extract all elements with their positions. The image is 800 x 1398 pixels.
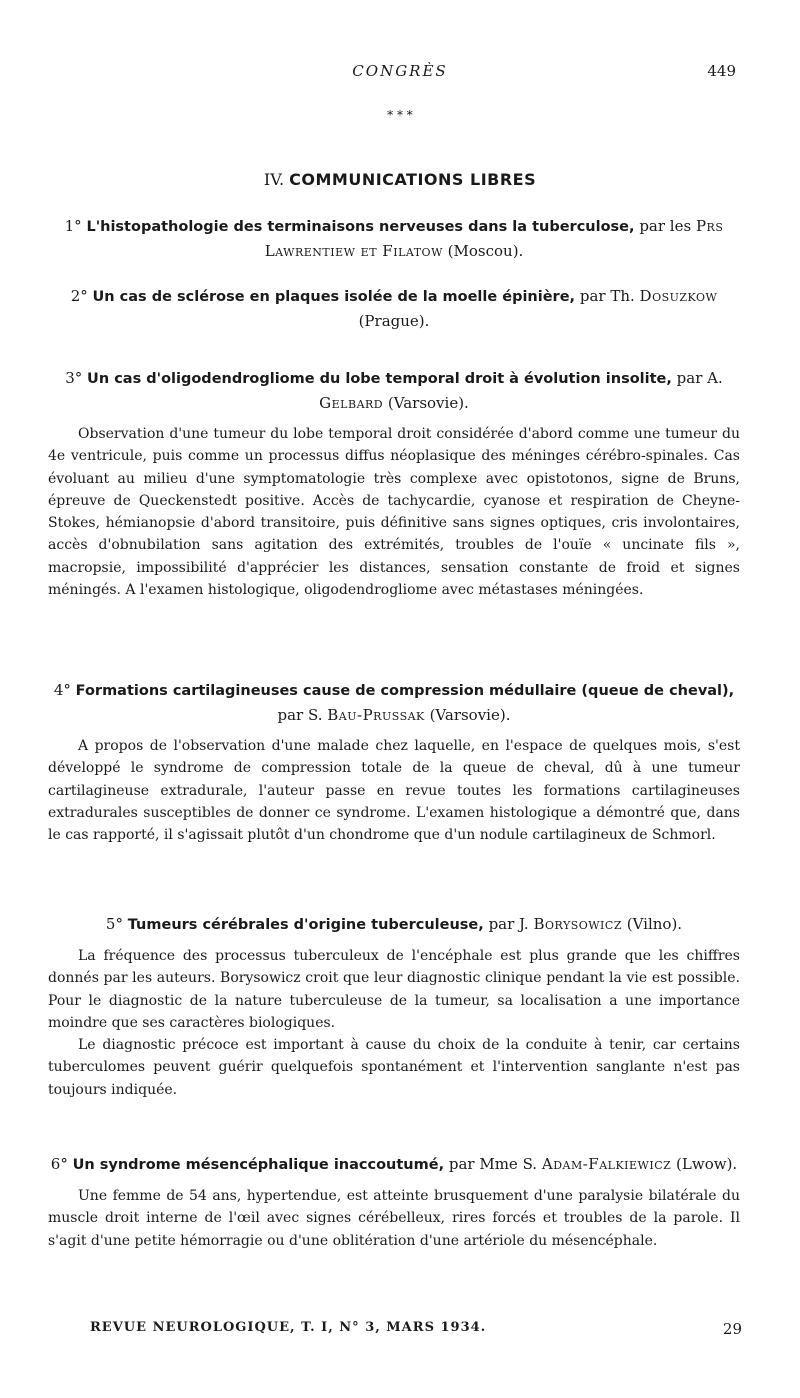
entry-place: (Varsovie).	[429, 706, 511, 724]
entry-title: Un cas d'oligodendrogliome du lobe temporal droit à évolution insolite,	[87, 371, 672, 387]
entry-place: (Vilno).	[626, 915, 683, 933]
entry-authors: Dosuzkow	[639, 287, 718, 305]
entry-3	[48, 366, 740, 601]
page-footer	[90, 1320, 750, 1344]
running-title: CONGRÈS	[352, 62, 448, 80]
entry-by: par A.	[676, 369, 723, 387]
entry-paragraph: La fréquence des processus tuberculeux de l'encéphale est plus grande que les chiffres donnés par les auteurs. Borysowicz croit que leur diagnostic clinique pendant la vie est possible. Pour le diagnostic de la nature tuberculeuse de la tumeur, sa localisation a une importance moindre que ses caractères biologiques.	[48, 948, 740, 1031]
entry-paragraph: Le diagnostic précoce est important à cause du choix de la conduite à tenir, car certains tuberculomes peuvent guérir quelquefois spontanément et l'intervention sanglante n'est pas toujours indiquée.	[48, 1037, 740, 1098]
entry-title: Formations cartilagineuses cause de compression médullaire (queue de cheval),	[75, 683, 735, 699]
entry-number: 1°	[64, 217, 82, 235]
entry-number: 3°	[65, 369, 83, 387]
entry-by: par les	[639, 217, 692, 235]
entry-title: Un syndrome mésencéphalique inaccoutumé,	[72, 1157, 445, 1173]
entry-place: (Moscou).	[447, 242, 524, 260]
entry-authors: Borysowicz	[533, 915, 622, 933]
entry-number: 4°	[53, 681, 71, 699]
entry-by: par Mme S.	[448, 1155, 538, 1173]
entry-title: Tumeurs cérébrales d'origine tuberculeuse,	[127, 917, 484, 933]
entry-paragraph: Observation d'une tumeur du lobe temporal droit considérée d'abord comme une tumeur du 4e ventricule, puis comme un processus diffus néoplasique des méninges cérébro-spinales. Cas évoluant au milieu d'une symptomatologie très complexe avec opistotonos, signe de Bruns, épreuve de Queckenstedt positive. Accès de tachycardie, cyanose et respiration de Cheyne-Stokes, hémianopsie d'abord transitoire, puis définitive sans signes optiques, cris involontaires, accès d'obnubilation sans agitation des extrémités, troubles de l'ouïe « uncinate fils », macropsie, impossibilité d'apprécier les distances, sensation constante de froid et signes méningés. A l'examen histologique, oligodendrogliome avec métastases méningées.	[48, 426, 740, 599]
entry-2	[48, 284, 740, 333]
entry-place: (Lwow).	[676, 1155, 738, 1173]
entry-number: 2°	[70, 287, 88, 305]
entry-title-line	[48, 214, 740, 263]
entry-6	[48, 1152, 740, 1252]
section-heading	[0, 170, 800, 189]
entry-title-line	[48, 284, 740, 333]
entry-title-line	[48, 678, 740, 727]
entry-4	[48, 678, 740, 846]
entry-by: par Th.	[579, 287, 635, 305]
page-number: 449	[707, 62, 736, 80]
entry-5	[48, 912, 740, 1101]
entry-paragraph: A propos de l'observation d'une malade chez laquelle, en l'espace de quelques mois, s'est développé le syndrome de compression totale de la queue de cheval, dû à une tumeur cartilagineuse extradurale, l'auteur passe en revue toutes les formations cartilagineuses extradurales susceptibles de donner ce syndrome. L'examen histologique a démontré que, dans le cas rapporté, il s'agissait plutôt d'un chondrome que d'un nodule cartilagineux de Schmorl.	[48, 738, 740, 844]
entry-authors: Adam-Falkiewicz	[541, 1155, 672, 1173]
entry-title: Un cas de sclérose en plaques isolée de la moelle épinière,	[92, 289, 576, 305]
signature-mark: 29	[722, 1320, 742, 1338]
entry-place: (Prague).	[358, 312, 430, 330]
entry-by: par J.	[488, 915, 529, 933]
entry-number: 6°	[50, 1155, 68, 1173]
entry-authors: Gelbard	[319, 394, 384, 412]
running-header	[0, 62, 800, 82]
ornament-asterisms	[0, 110, 800, 120]
entry-number: 5°	[105, 915, 123, 933]
entry-paragraph: Une femme de 54 ans, hypertendue, est atteinte brusquement d'une paralysie bilatérale du muscle droit interne de l'œil avec signes cérébelleux, rires forcés et troubles de la parole. Il s'agit d'une petite hémorragie ou d'une oblitération d'une artériole du mésencéphale.	[48, 1188, 740, 1249]
journal-citation: REVUE NEUROLOGIQUE, T. I, N° 3, MARS 1934.	[90, 1320, 487, 1335]
entry-title-line	[48, 366, 740, 415]
section-number: IV.	[263, 170, 285, 189]
entry-authors: Bau-Prussak	[327, 706, 425, 724]
entry-title-line	[48, 912, 740, 937]
entry-by: par S.	[277, 706, 323, 724]
ornament-text: * * *	[387, 108, 413, 122]
entry-1	[48, 214, 740, 263]
section-title: COMMUNICATIONS LIBRES	[289, 170, 537, 189]
entry-authors: Prs Lawrentiew et Filatow	[264, 217, 724, 260]
entry-title-line	[48, 1152, 740, 1177]
entry-title: L'histopathologie des terminaisons nerveuses dans la tuberculose,	[86, 219, 635, 235]
entry-place: (Varsovie).	[387, 394, 469, 412]
